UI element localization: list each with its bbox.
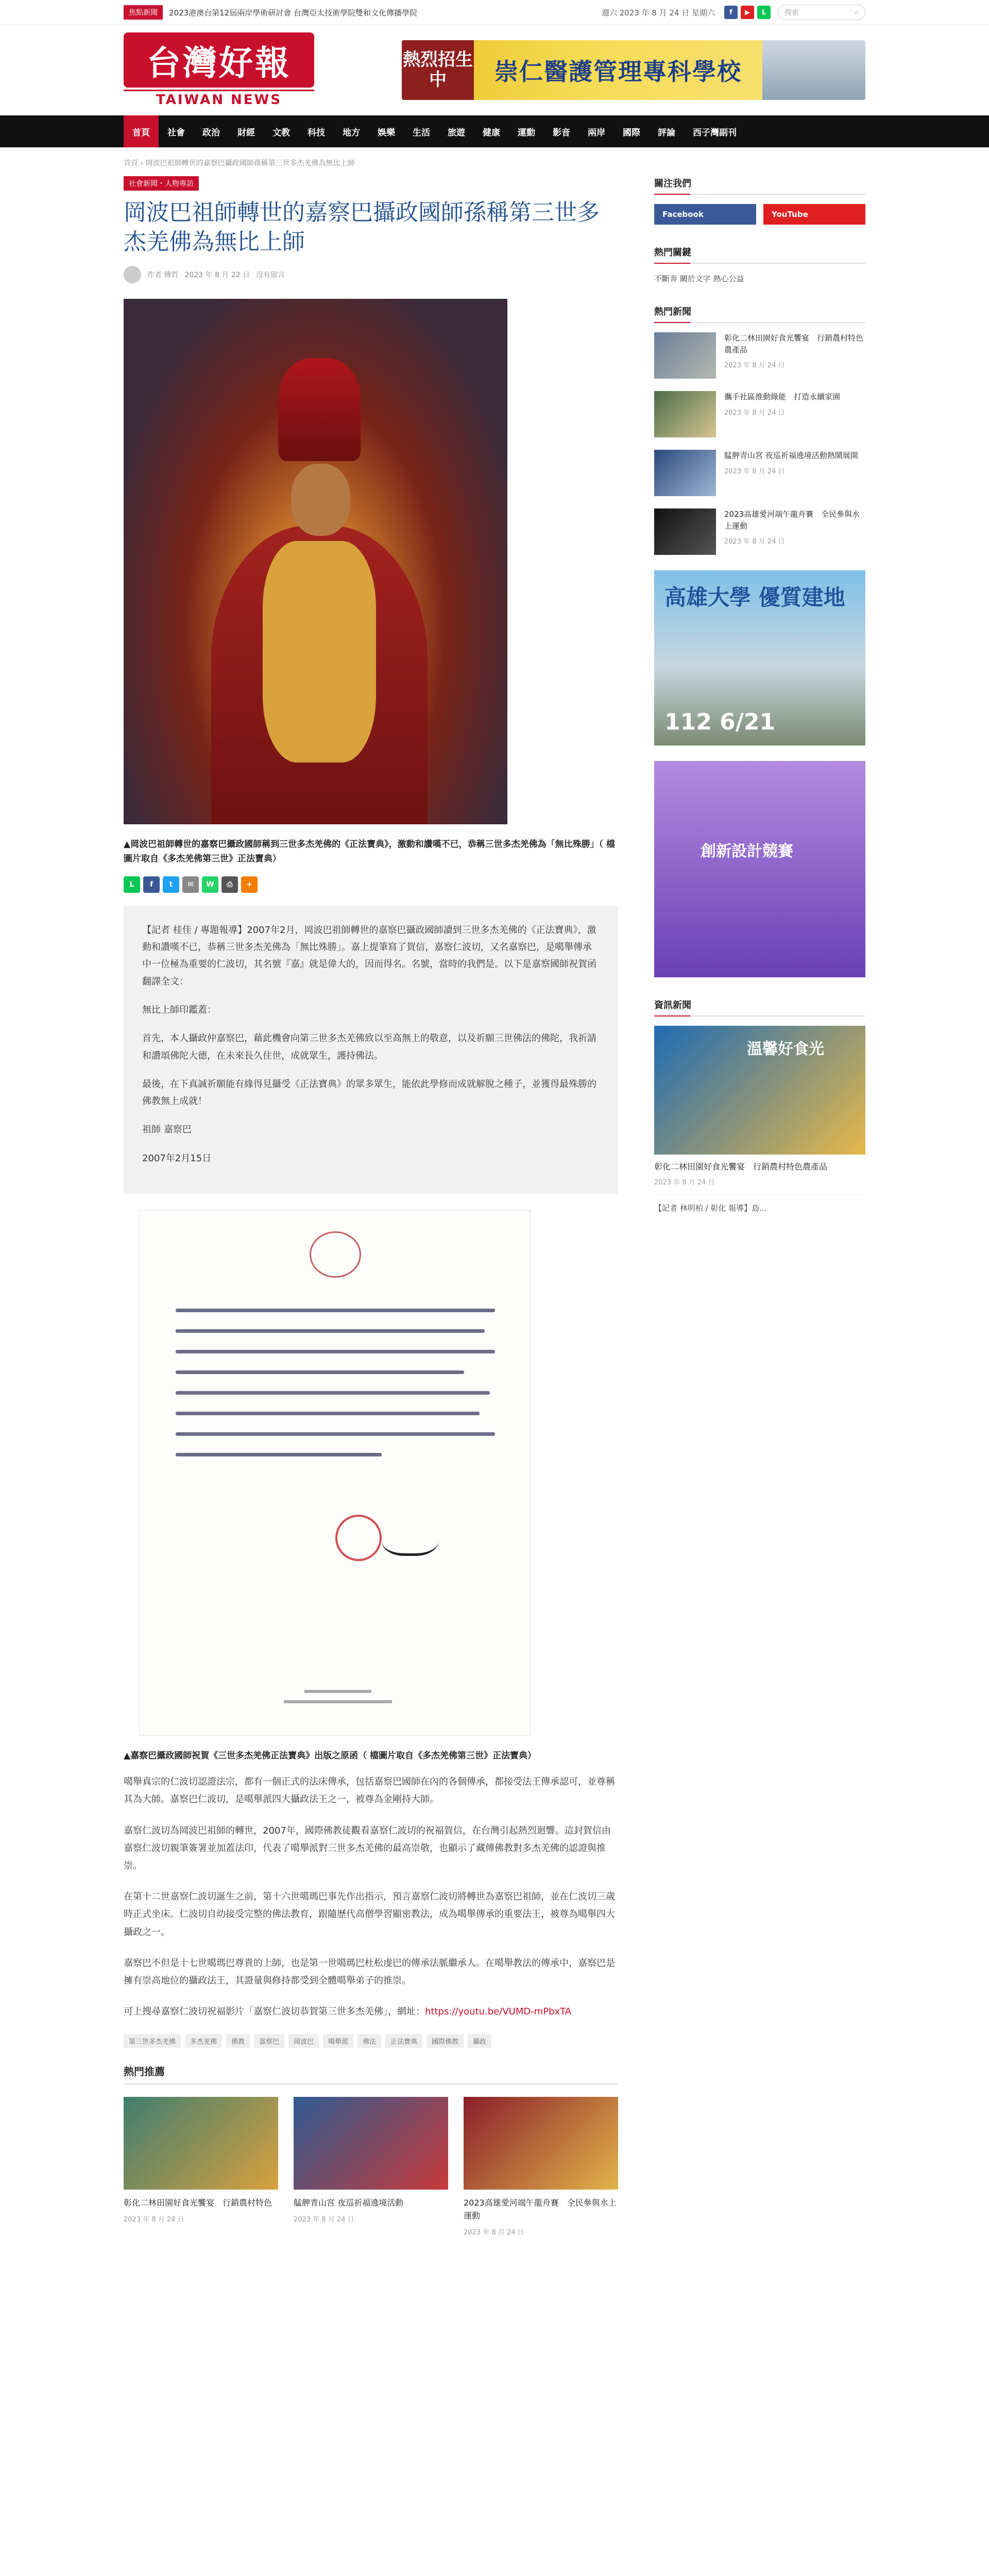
letter-stamp xyxy=(335,1515,382,1561)
body-paragraph xyxy=(124,2003,618,2021)
comment-count[interactable]: 沒有留言 xyxy=(256,271,285,280)
facebook-share-icon[interactable]: f xyxy=(143,876,160,893)
video-thumbnail[interactable] xyxy=(654,1026,865,1155)
banner-title: 崇仁醫護管理專科學校 xyxy=(494,58,742,86)
related-thumbnail[interactable] xyxy=(464,2097,618,2190)
popular-item[interactable] xyxy=(654,391,865,437)
letter-line xyxy=(176,1453,382,1456)
nav-item-7[interactable]: 娛樂 xyxy=(378,127,395,138)
tag-item[interactable]: 佛法 xyxy=(357,2034,381,2048)
popular-title[interactable]: 艋舺青山宮 夜巡祈福遶境活動熱鬧展開 xyxy=(724,451,858,460)
tag-item[interactable]: 多杰羌佛 xyxy=(185,2034,222,2048)
site-header xyxy=(0,25,989,115)
box-paragraph: 【記者 桂佳 / 專題報導】2007年2月，岡波巴祖師轉世的嘉察巴攝政國師讀到三世多杰羌佛的《正法寶典》，激動和讚嘆不已，恭稱三世多杰羌佛為「無比殊勝」。嘉上提筆寫了賀信，嘉察仁波切，又名嘉察巴，是噶舉傳承中一位極為重要的仁波切，其名號『嘉』就是偉大的，因而得名。名號，當時的我們是。以下是嘉察國師祝賀函翻譯全文： xyxy=(142,924,596,987)
article-main xyxy=(124,176,618,2236)
letter-line xyxy=(176,1350,495,1353)
popular-item[interactable] xyxy=(654,450,865,496)
search-box[interactable] xyxy=(778,5,865,20)
keyword-list[interactable]: 不斷奔 關於文字 熱心公益 xyxy=(654,274,744,283)
body-paragraph: 噶舉真宗的仁波切認證法宗，都有一個正式的法床傳承，包括嘉察巴國師在內的各個傳承，都接受法王傳承認可，並尊稱其為大師。嘉察巴仁波切，是噶舉派四大攝政法王之一，被尊為金剛持大師。 xyxy=(124,1776,615,1805)
follow-heading: 關注我們 xyxy=(654,176,865,195)
nav-item-6[interactable]: 地方 xyxy=(343,127,360,138)
related-item[interactable] xyxy=(124,2097,278,2236)
line-share-icon[interactable]: L xyxy=(124,876,140,893)
sidebar xyxy=(654,176,865,2236)
related-list xyxy=(124,2097,618,2236)
nav-item-1[interactable]: 社會 xyxy=(167,127,185,138)
video-title[interactable]: 彰化二林田園好食光饗宴 行銷農村特色農產品 xyxy=(654,1162,828,1172)
youtube-follow-button[interactable]: YouTube xyxy=(763,204,865,225)
popular-thumbnail[interactable] xyxy=(654,450,716,496)
nav-item-0[interactable]: 首頁 xyxy=(124,115,159,147)
box-signature: 祖師 嘉察巴 xyxy=(142,1124,192,1136)
article-photo xyxy=(124,299,507,824)
letter-caption: ▲嘉察巴攝政國師祝賀《三世多杰羌佛正法寶典》出版之原函（ 檔圖片取自《多杰羌佛第三世》正法寶典） xyxy=(124,1751,536,1761)
sidebar-ad-university[interactable] xyxy=(654,570,865,745)
popular-thumbnail[interactable] xyxy=(654,391,716,437)
nav-item-14[interactable]: 國際 xyxy=(623,127,640,138)
popular-date: 2023 年 8 月 24 日 xyxy=(724,467,785,476)
letter-line xyxy=(176,1432,495,1436)
breadcrumb[interactable]: 首頁 › 岡波巴祖師轉世的嘉察巴攝政國師孫稱第三世多杰羌佛為無比上師 xyxy=(124,159,355,167)
popular-title[interactable]: 攜手社區推動綠能 打造永續家園 xyxy=(724,392,841,401)
box-paragraph: 無比上師印鑑蓋： xyxy=(142,1004,216,1015)
popular-thumbnail[interactable] xyxy=(654,332,716,379)
facebook-icon[interactable]: f xyxy=(724,6,738,19)
logo-cn: 台灣好報 xyxy=(124,32,314,88)
related-item[interactable] xyxy=(464,2097,618,2236)
current-date: 週六 2023 年 8 月 24 日 星期六 xyxy=(601,8,715,18)
body-paragraph: 嘉察巴不但是十七世噶瑪巴尊貴的上師，也是第一世噶瑪巴杜松虔巴的傳承法脈繼承人。在噶舉教法的傳承中，嘉察巴是擁有崇高地位的攝政法王，其證量與修持都受到全體噶舉弟子的推崇。 xyxy=(124,1957,615,1986)
quote-box xyxy=(124,906,618,1194)
tag-item[interactable]: 佛教 xyxy=(226,2034,250,2048)
logo-en: TAIWAN NEWS xyxy=(124,90,314,108)
related-thumbnail[interactable] xyxy=(294,2097,448,2190)
popular-heading: 熱門新聞 xyxy=(654,304,865,323)
letter-seal xyxy=(310,1231,361,1278)
banner-image xyxy=(762,40,865,100)
nav-item-16[interactable]: 西子灣副刊 xyxy=(693,127,737,138)
author-name[interactable]: 作者 傳哲 xyxy=(147,271,179,280)
letter-image xyxy=(139,1210,531,1736)
nav-item-3[interactable]: 財經 xyxy=(237,127,255,138)
nav-item-12[interactable]: 影音 xyxy=(553,127,570,138)
tag-item[interactable]: 嘉察巴 xyxy=(254,2034,284,2048)
banner-badge: 熱烈招生中 xyxy=(402,40,474,100)
search-input[interactable]: 搜索 xyxy=(785,9,799,17)
tag-item[interactable]: 岡波巴 xyxy=(288,2034,319,2048)
print-share-icon[interactable]: ⎙ xyxy=(221,876,238,893)
letter-line xyxy=(176,1329,485,1333)
box-paragraph: 首先，本人攝政仲嘉察巴，藉此機會向第三世多杰羌佛致以至高無上的敬意，以及祈願三世佛法的佛陀，我祈請和讚頌佛陀大德，在未來長久住世，成就眾生，護持佛法。 xyxy=(142,1033,596,1061)
sidebar-ad-design[interactable] xyxy=(654,761,865,977)
nav-item-11[interactable]: 運動 xyxy=(518,127,535,138)
popular-item[interactable] xyxy=(654,509,865,555)
ad-date: 112 6/21 xyxy=(664,709,776,735)
related-date: 2023 年 8 月 24 日 xyxy=(294,2216,354,2224)
tag-item[interactable]: 正法寶典 xyxy=(385,2034,422,2048)
photo-caption: ▲岡波巴祖師轉世的嘉察巴攝政國師稱到三世多杰羌佛的《正法寶典》，激動和讚嘆不已，恭稱三世多杰羌佛為「無比殊勝」（ 檔 圖片取自《多杰羌佛第三世》正法寶典） xyxy=(124,839,615,864)
popular-date: 2023 年 8 月 24 日 xyxy=(724,409,785,417)
site-logo[interactable] xyxy=(124,34,314,106)
youtube-icon[interactable]: ▶ xyxy=(741,6,754,19)
nav-item-9[interactable]: 旅遊 xyxy=(448,127,465,138)
letter-line xyxy=(176,1370,464,1374)
photo-face xyxy=(291,464,350,536)
popular-item[interactable] xyxy=(654,332,865,379)
body-paragraph: 在第十二世嘉察仁波切誕生之前，第十六世噶瑪巴事先作出指示，預言嘉察仁波切將轉世為嘉察巴祖師，並在仁波切三歲時正式坐床。仁波切自幼接受完整的佛法教育，跟隨歷代高僧學習顯密教法，成為噶舉傳承的重要法王，被尊為噶舉四大攝政之一。 xyxy=(124,1891,615,1938)
popular-date: 2023 年 8 月 24 日 xyxy=(724,362,785,369)
video-overlay-title: 溫馨好食光 xyxy=(747,1040,824,1058)
related-date: 2023 年 8 月 24 日 xyxy=(124,2216,184,2224)
youtube-link[interactable]: https://youtu.be/VUMD-mPbxTA xyxy=(425,2006,572,2018)
tag-item[interactable]: 噶舉派 xyxy=(323,2034,353,2048)
popular-title[interactable]: 彰化二林田園好食光饗宴 行銷農村特色農產品 xyxy=(724,333,864,354)
news-ticker[interactable]: 2023港澳台第12屆兩岸學術研討會 台灣亞太技術學院雙和文化傳播學院 xyxy=(169,8,418,18)
related-title[interactable]: 艋舺青山宮 夜巡祈福遶境活動 xyxy=(294,2198,404,2208)
photo-shawl xyxy=(263,541,376,762)
box-date: 2007年2月15日 xyxy=(142,1153,212,1164)
ad-title: 創新設計競賽 xyxy=(701,842,793,860)
popular-title[interactable]: 2023高雄愛河端午龍舟賽 全民參與水上運動 xyxy=(724,510,860,531)
search-icon[interactable]: ⌕ xyxy=(855,8,859,16)
letter-signature xyxy=(382,1520,438,1556)
ad-title: 高雄大學 優質建地 xyxy=(664,585,845,610)
nav-item-15[interactable]: 評論 xyxy=(658,127,675,138)
social-links xyxy=(724,6,771,19)
tag-list xyxy=(124,2034,618,2048)
nav-item-4[interactable]: 文教 xyxy=(272,127,290,138)
top-bar xyxy=(0,0,989,25)
nav-item-13[interactable]: 兩岸 xyxy=(588,127,605,138)
hot-news-label: 焦點新聞 xyxy=(124,5,163,20)
twitter-share-icon[interactable]: t xyxy=(163,876,179,893)
main-nav xyxy=(0,115,989,147)
related-title[interactable]: 2023高雄愛河端午龍舟賽 全民參與水上運動 xyxy=(464,2198,617,2221)
popular-thumbnail[interactable] xyxy=(654,509,716,555)
publish-date: 2023 年 8 月 22 日 xyxy=(184,271,250,280)
article-meta xyxy=(124,266,618,283)
nav-item-2[interactable]: 政治 xyxy=(202,127,220,138)
letter-footer xyxy=(304,1690,371,1693)
tag-item[interactable]: 攝政 xyxy=(468,2034,491,2048)
email-share-icon[interactable]: ✉ xyxy=(182,876,199,893)
letter-line xyxy=(176,1309,495,1312)
letter-footer xyxy=(284,1700,392,1703)
related-heading: 熱門推薦 xyxy=(124,2063,618,2084)
related-thumbnail[interactable] xyxy=(124,2097,278,2190)
article-title: 岡波巴祖師轉世的嘉察巴攝政國師孫稱第三世多杰羌佛為無比上師 xyxy=(124,199,600,256)
related-date: 2023 年 8 月 24 日 xyxy=(464,2228,524,2236)
line-icon[interactable]: L xyxy=(757,6,771,19)
letter-line xyxy=(176,1412,480,1415)
whatsapp-share-icon[interactable]: W xyxy=(202,876,218,893)
body-text: 可上搜尋嘉察仁波切祝福影片「嘉察仁波切恭賀第三世多杰羌佛」，網址： xyxy=(124,2006,425,2018)
video-heading: 資訊新聞 xyxy=(654,998,865,1016)
nav-item-10[interactable]: 健康 xyxy=(483,127,500,138)
letter-line xyxy=(176,1391,490,1395)
popular-date: 2023 年 8 月 24 日 xyxy=(724,538,785,546)
more-share-icon[interactable]: + xyxy=(241,876,258,893)
follow-buttons xyxy=(654,204,865,225)
related-title[interactable]: 彰化二林田園好食光饗宴 行銷農村特色 xyxy=(124,2198,272,2208)
avatar xyxy=(124,266,141,283)
share-buttons xyxy=(124,876,618,893)
keywords-heading: 熱門關鍵 xyxy=(654,245,865,264)
photo-hat xyxy=(278,358,361,461)
nav-item-8[interactable]: 生活 xyxy=(413,127,430,138)
tag-item[interactable]: 第三世多杰羌佛 xyxy=(124,2034,181,2048)
box-paragraph: 最後，在下真誠祈願能有緣得見攝受《正法寶典》的眾多眾生，能依此學修而成就解脫之種子，並獲得最殊勝的佛教無上成就！ xyxy=(142,1078,596,1107)
header-banner-ad[interactable] xyxy=(402,40,865,100)
related-item[interactable] xyxy=(294,2097,448,2236)
video-date: 2023 年 8 月 24 日 xyxy=(654,1178,715,1187)
tag-item[interactable]: 國際佛教 xyxy=(427,2034,464,2048)
category-badge[interactable]: 社會新聞・人物專訪 xyxy=(124,176,199,191)
facebook-follow-button[interactable]: Facebook xyxy=(654,204,756,225)
body-paragraph: 嘉察仁波切為岡波巴祖師的轉世，2007年，國際佛教徒觀看嘉察仁波切的祝福賀信，在台灣引起熱烈迴響。這封賀信由嘉察仁波切親筆簽署並加蓋法印，代表了噶舉派對三世多杰羌佛的最高崇敬，也顯示了藏傳佛教對多杰羌佛的認證與推崇。 xyxy=(124,1825,611,1871)
nav-item-5[interactable]: 科技 xyxy=(308,127,325,138)
video-excerpt[interactable]: 【記者 林明柏 / 彰化 報導】島... xyxy=(654,1195,865,1213)
